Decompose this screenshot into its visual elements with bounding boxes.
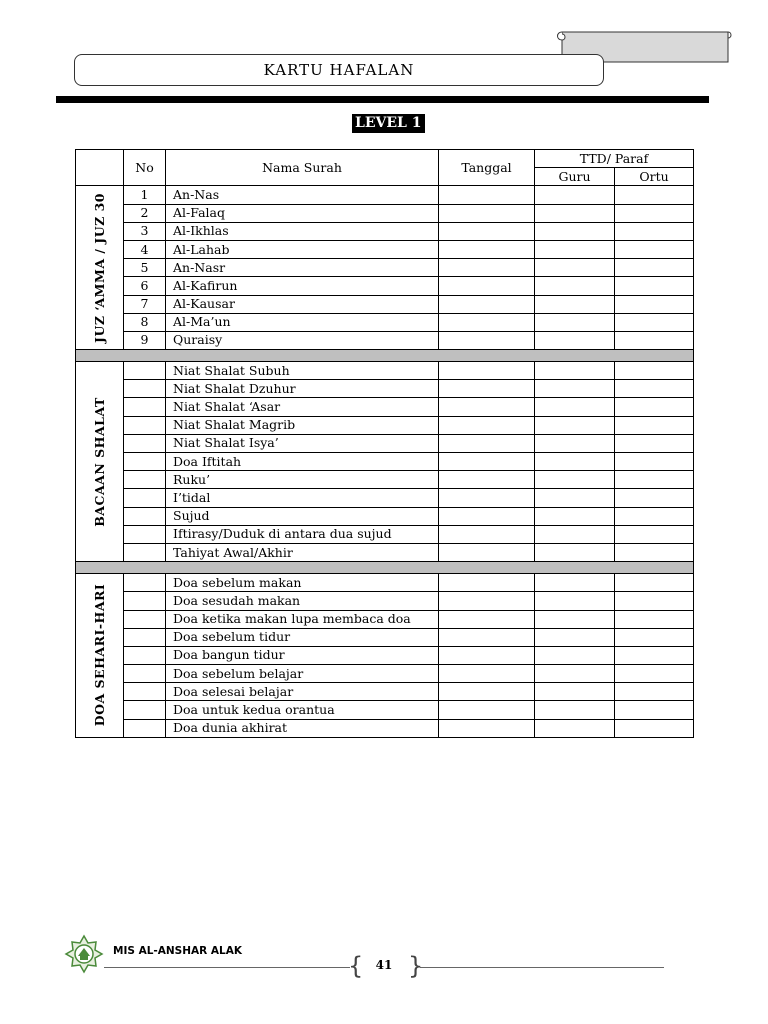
- table-row: [76, 628, 694, 646]
- tanggal-cell: [439, 525, 535, 543]
- section-separator: [76, 350, 694, 362]
- row-number: [124, 380, 166, 398]
- tanggal-cell: [439, 646, 535, 664]
- ortu-signature-cell: [615, 489, 694, 507]
- header-ortu: Ortu: [615, 168, 694, 186]
- table-row: [76, 507, 694, 525]
- table-row: [76, 683, 694, 701]
- tanggal-cell: [439, 398, 535, 416]
- guru-signature-cell: [535, 313, 615, 331]
- section-title: JUZ ‘AMMA / JUZ 30: [91, 192, 107, 343]
- item-name: Doa dunia akhirat: [166, 719, 439, 737]
- table-row: [76, 592, 694, 610]
- item-name: Doa sebelum makan: [166, 574, 439, 592]
- header-guru: Guru: [535, 168, 615, 186]
- row-number: 2: [124, 204, 166, 222]
- item-name: Tahiyat Awal/Akhir: [166, 543, 439, 561]
- row-number: [124, 416, 166, 434]
- table-row: [76, 277, 694, 295]
- tanggal-cell: [439, 416, 535, 434]
- table-row: [76, 331, 694, 349]
- row-number: [124, 719, 166, 737]
- guru-signature-cell: [535, 453, 615, 471]
- tanggal-cell: [439, 628, 535, 646]
- item-name: Al-Falaq: [166, 204, 439, 222]
- table-row: [76, 525, 694, 543]
- guru-signature-cell: [535, 665, 615, 683]
- section-title: DOA SEHARI-HARI: [91, 584, 107, 727]
- item-name: Al-Ma’un: [166, 313, 439, 331]
- table-row: [76, 471, 694, 489]
- table-row: [76, 416, 694, 434]
- row-number: [124, 683, 166, 701]
- guru-signature-cell: [535, 683, 615, 701]
- header-tanggal: Tanggal: [439, 150, 535, 186]
- ortu-signature-cell: [615, 453, 694, 471]
- table-row: [76, 646, 694, 664]
- header-no: No: [124, 150, 166, 186]
- item-name: Sujud: [166, 507, 439, 525]
- table-row: [76, 434, 694, 452]
- section-label-cell: [76, 186, 124, 350]
- guru-signature-cell: [535, 701, 615, 719]
- ortu-signature-cell: [615, 507, 694, 525]
- item-name: Al-Lahab: [166, 240, 439, 258]
- guru-signature-cell: [535, 362, 615, 380]
- ortu-signature-cell: [615, 380, 694, 398]
- guru-signature-cell: [535, 592, 615, 610]
- ortu-signature-cell: [615, 592, 694, 610]
- school-emblem-icon: [64, 934, 104, 974]
- guru-signature-cell: [535, 259, 615, 277]
- table-row: [76, 398, 694, 416]
- table-row: [76, 489, 694, 507]
- item-name: Doa ketika makan lupa membaca doa: [166, 610, 439, 628]
- tanggal-cell: [439, 331, 535, 349]
- tanggal-cell: [439, 701, 535, 719]
- item-name: Al-Kafirun: [166, 277, 439, 295]
- school-name: MIS AL-ANSHAR ALAK: [113, 945, 242, 957]
- section-title: BACAAN SHALAT: [91, 396, 107, 527]
- tanggal-cell: [439, 204, 535, 222]
- tanggal-cell: [439, 362, 535, 380]
- guru-signature-cell: [535, 646, 615, 664]
- memorization-table: [75, 149, 694, 738]
- table-row: [76, 204, 694, 222]
- row-number: [124, 453, 166, 471]
- guru-signature-cell: [535, 398, 615, 416]
- footer-line-right: [420, 967, 664, 968]
- tanggal-cell: [439, 453, 535, 471]
- tanggal-cell: [439, 543, 535, 561]
- item-name: Doa sebelum belajar: [166, 665, 439, 683]
- item-name: Niat Shalat Isya’: [166, 434, 439, 452]
- guru-signature-cell: [535, 610, 615, 628]
- ortu-signature-cell: [615, 313, 694, 331]
- guru-signature-cell: [535, 471, 615, 489]
- tanggal-cell: [439, 277, 535, 295]
- row-number: 3: [124, 222, 166, 240]
- row-number: 8: [124, 313, 166, 331]
- row-number: 5: [124, 259, 166, 277]
- ortu-signature-cell: [615, 683, 694, 701]
- guru-signature-cell: [535, 240, 615, 258]
- row-number: [124, 362, 166, 380]
- row-number: [124, 398, 166, 416]
- guru-signature-cell: [535, 525, 615, 543]
- section-label-cell: [76, 574, 124, 738]
- tanggal-cell: [439, 507, 535, 525]
- guru-signature-cell: [535, 507, 615, 525]
- row-number: [124, 543, 166, 561]
- table-row: [76, 543, 694, 561]
- guru-signature-cell: [535, 222, 615, 240]
- tanggal-cell: [439, 471, 535, 489]
- ortu-signature-cell: [615, 222, 694, 240]
- item-name: Doa selesai belajar: [166, 683, 439, 701]
- item-name: Doa bangun tidur: [166, 646, 439, 664]
- tanggal-cell: [439, 683, 535, 701]
- table-row: [76, 719, 694, 737]
- item-name: Al-Ikhlas: [166, 222, 439, 240]
- ortu-signature-cell: [615, 543, 694, 561]
- item-name: Ruku’: [166, 471, 439, 489]
- row-number: [124, 665, 166, 683]
- ortu-signature-cell: [615, 646, 694, 664]
- ortu-signature-cell: [615, 240, 694, 258]
- table-row: [76, 380, 694, 398]
- row-number: [124, 525, 166, 543]
- table-row: [76, 259, 694, 277]
- row-number: [124, 701, 166, 719]
- section-label-cell: [76, 362, 124, 562]
- ortu-signature-cell: [615, 719, 694, 737]
- tanggal-cell: [439, 592, 535, 610]
- table-row: [76, 574, 694, 592]
- tanggal-cell: [439, 380, 535, 398]
- item-name: An-Nas: [166, 186, 439, 204]
- ortu-signature-cell: [615, 277, 694, 295]
- guru-signature-cell: [535, 543, 615, 561]
- table-row: [76, 701, 694, 719]
- item-name: Niat Shalat Subuh: [166, 362, 439, 380]
- row-number: 4: [124, 240, 166, 258]
- row-number: [124, 471, 166, 489]
- ortu-signature-cell: [615, 398, 694, 416]
- tanggal-cell: [439, 719, 535, 737]
- item-name: Quraisy: [166, 331, 439, 349]
- ortu-signature-cell: [615, 665, 694, 683]
- ortu-signature-cell: [615, 416, 694, 434]
- item-name: Doa sesudah makan: [166, 592, 439, 610]
- item-name: Doa untuk kedua orantua: [166, 701, 439, 719]
- row-number: [124, 434, 166, 452]
- table-row: [76, 453, 694, 471]
- ortu-signature-cell: [615, 574, 694, 592]
- ortu-signature-cell: [615, 331, 694, 349]
- item-name: Doa Iftitah: [166, 453, 439, 471]
- ortu-signature-cell: [615, 362, 694, 380]
- guru-signature-cell: [535, 416, 615, 434]
- guru-signature-cell: [535, 574, 615, 592]
- table-row: [76, 240, 694, 258]
- tanggal-cell: [439, 186, 535, 204]
- header-divider: [56, 96, 709, 103]
- row-number: [124, 610, 166, 628]
- ortu-signature-cell: [615, 525, 694, 543]
- page-title: KARTU HAFALAN: [74, 54, 604, 86]
- item-name: An-Nasr: [166, 259, 439, 277]
- row-number: [124, 574, 166, 592]
- row-number: 7: [124, 295, 166, 313]
- tanggal-cell: [439, 240, 535, 258]
- guru-signature-cell: [535, 628, 615, 646]
- ortu-signature-cell: [615, 434, 694, 452]
- row-number: 9: [124, 331, 166, 349]
- table-row: [76, 665, 694, 683]
- header-ttd-paraf: TTD/ Paraf: [535, 150, 694, 168]
- item-name: Niat Shalat ‘Asar: [166, 398, 439, 416]
- ortu-signature-cell: [615, 295, 694, 313]
- item-name: Al-Kausar: [166, 295, 439, 313]
- header-section-cell: [76, 150, 124, 186]
- tanggal-cell: [439, 295, 535, 313]
- row-number: [124, 592, 166, 610]
- item-name: Niat Shalat Magrib: [166, 416, 439, 434]
- guru-signature-cell: [535, 295, 615, 313]
- table-row: [76, 295, 694, 313]
- row-number: 1: [124, 186, 166, 204]
- page-number: 41: [375, 958, 393, 972]
- table-row: [76, 610, 694, 628]
- item-name: Iftirasy/Duduk di antara dua sujud: [166, 525, 439, 543]
- table-row: [76, 362, 694, 380]
- ortu-signature-cell: [615, 701, 694, 719]
- guru-signature-cell: [535, 380, 615, 398]
- guru-signature-cell: [535, 277, 615, 295]
- row-number: [124, 507, 166, 525]
- item-name: Doa sebelum tidur: [166, 628, 439, 646]
- tanggal-cell: [439, 313, 535, 331]
- ortu-signature-cell: [615, 204, 694, 222]
- guru-signature-cell: [535, 331, 615, 349]
- guru-signature-cell: [535, 204, 615, 222]
- table-row: [76, 186, 694, 204]
- right-brace-decoration: }: [408, 952, 424, 980]
- ortu-signature-cell: [615, 186, 694, 204]
- row-number: [124, 646, 166, 664]
- header-nama-surah: Nama Surah: [166, 150, 439, 186]
- section-separator: [76, 562, 694, 574]
- item-name: Niat Shalat Dzuhur: [166, 380, 439, 398]
- guru-signature-cell: [535, 489, 615, 507]
- ortu-signature-cell: [615, 471, 694, 489]
- tanggal-cell: [439, 489, 535, 507]
- tanggal-cell: [439, 610, 535, 628]
- level-badge: LEVEL 1: [352, 114, 425, 133]
- item-name: I’tidal: [166, 489, 439, 507]
- table-row: [76, 313, 694, 331]
- row-number: 6: [124, 277, 166, 295]
- ortu-signature-cell: [615, 610, 694, 628]
- tanggal-cell: [439, 574, 535, 592]
- footer-line-left: [104, 967, 350, 968]
- guru-signature-cell: [535, 719, 615, 737]
- guru-signature-cell: [535, 186, 615, 204]
- ortu-signature-cell: [615, 628, 694, 646]
- ortu-signature-cell: [615, 259, 694, 277]
- row-number: [124, 489, 166, 507]
- row-number: [124, 628, 166, 646]
- tanggal-cell: [439, 259, 535, 277]
- tanggal-cell: [439, 222, 535, 240]
- tanggal-cell: [439, 434, 535, 452]
- tanggal-cell: [439, 665, 535, 683]
- table-row: [76, 222, 694, 240]
- guru-signature-cell: [535, 434, 615, 452]
- left-brace-decoration: {: [348, 952, 364, 980]
